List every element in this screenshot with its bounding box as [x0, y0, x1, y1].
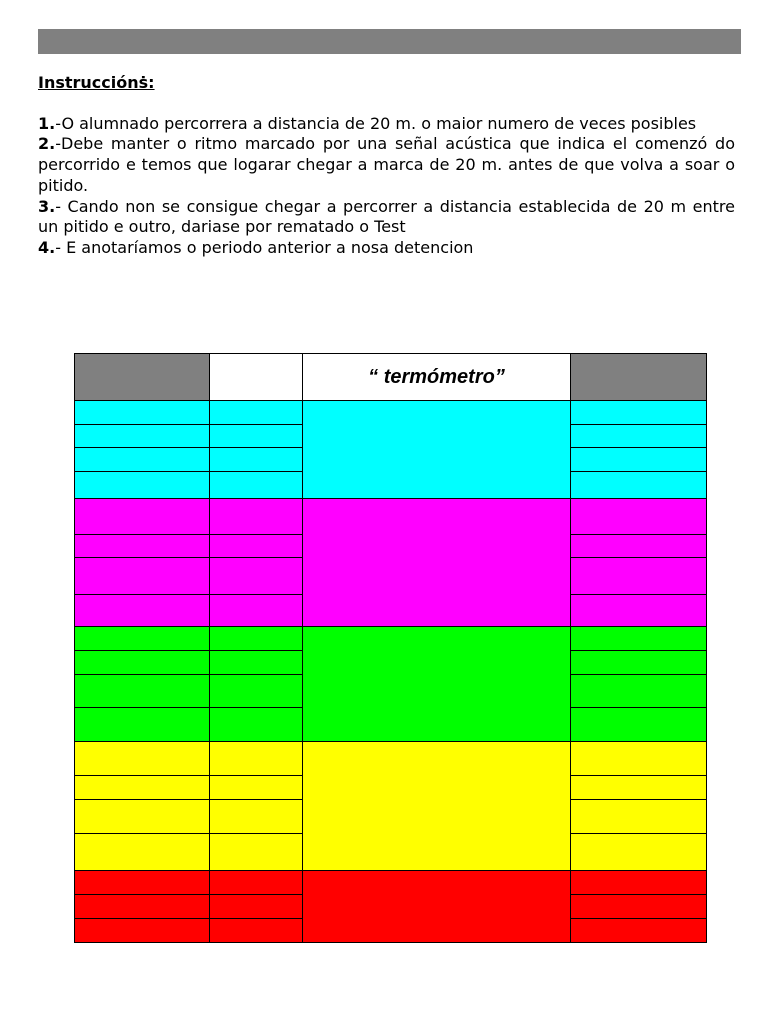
period-cell	[571, 918, 707, 942]
thermometer-row	[75, 499, 707, 535]
instruction-item-2	[38, 134, 735, 196]
level-cell	[75, 833, 210, 870]
color-band-cell	[303, 870, 571, 942]
stage-cell	[210, 775, 303, 799]
thermometer-body	[75, 354, 707, 943]
instruction-number: 3.	[38, 196, 56, 216]
stage-cell	[210, 833, 303, 870]
period-cell	[571, 499, 707, 535]
instruction-number: 2.	[38, 134, 56, 154]
level-cell	[75, 918, 210, 942]
level-cell	[75, 558, 210, 595]
instruction-item-1	[38, 114, 735, 135]
stage-cell	[210, 472, 303, 499]
level-cell	[75, 535, 210, 558]
instruction-text: - Cando non se consigue chegar a percorrer a distancia establecida de 20 m entre un pitido e outro, dariase por rematado o Test	[38, 196, 735, 237]
header-cell-left	[75, 354, 210, 401]
stage-cell	[210, 799, 303, 833]
level-cell	[75, 894, 210, 918]
level-cell	[75, 499, 210, 535]
level-cell	[75, 799, 210, 833]
level-cell	[75, 401, 210, 425]
level-cell	[75, 675, 210, 707]
level-cell	[75, 425, 210, 448]
period-cell	[571, 448, 707, 472]
stage-cell	[210, 425, 303, 448]
period-cell	[571, 870, 707, 894]
period-cell	[571, 535, 707, 558]
thermometer-row	[75, 627, 707, 651]
level-cell	[75, 627, 210, 651]
instruction-number: 4.	[38, 237, 56, 257]
header-bar	[38, 29, 741, 54]
level-cell	[75, 741, 210, 775]
stage-cell	[210, 675, 303, 707]
stage-cell	[210, 707, 303, 741]
period-cell	[571, 627, 707, 651]
instruction-number: 1.	[38, 113, 56, 133]
instruction-text: -Debe manter o ritmo marcado por una señal acústica que indica el comenzó do percorrido e temos que logarar chegar a marca de 20 m. antes de que volva a soar o pitido.	[38, 134, 735, 195]
period-cell	[571, 741, 707, 775]
period-cell	[571, 651, 707, 675]
level-cell	[75, 595, 210, 627]
period-cell	[571, 707, 707, 741]
stage-cell	[210, 401, 303, 425]
stage-cell	[210, 499, 303, 535]
color-band-cell	[303, 499, 571, 627]
instruction-text: - E anotaríamos o periodo anterior a nosa detencion	[55, 237, 474, 257]
level-cell	[75, 870, 210, 894]
instruction-text: -O alumnado percorrera a distancia de 20 m. o maior numero de veces posibles	[55, 113, 697, 133]
period-cell	[571, 401, 707, 425]
thermometer-row	[75, 870, 707, 894]
level-cell	[75, 448, 210, 472]
period-cell	[571, 894, 707, 918]
instruction-item-3	[38, 197, 735, 238]
instructions-section	[38, 73, 735, 259]
period-cell	[571, 558, 707, 595]
instruction-item-4	[38, 238, 735, 259]
stage-cell	[210, 448, 303, 472]
period-cell	[571, 833, 707, 870]
stage-cell	[210, 870, 303, 894]
level-cell	[75, 775, 210, 799]
header-cell-blank	[210, 354, 303, 401]
level-cell	[75, 651, 210, 675]
thermometer-table	[74, 353, 706, 943]
period-cell	[571, 425, 707, 448]
thermometer-title: “ termómetro”	[303, 354, 571, 401]
level-cell	[75, 707, 210, 741]
stage-cell	[210, 918, 303, 942]
stage-cell	[210, 651, 303, 675]
stage-cell	[210, 894, 303, 918]
thermometer-header-row	[75, 354, 707, 401]
stage-cell	[210, 595, 303, 627]
instructions-heading: Instrucciónṡ:	[38, 73, 155, 92]
color-band-cell	[303, 401, 571, 499]
header-cell-right	[571, 354, 707, 401]
stage-cell	[210, 627, 303, 651]
thermometer-row	[75, 741, 707, 775]
thermometer-row	[75, 401, 707, 425]
color-band-cell	[303, 741, 571, 870]
stage-cell	[210, 535, 303, 558]
period-cell	[571, 472, 707, 499]
period-cell	[571, 799, 707, 833]
stage-cell	[210, 558, 303, 595]
stage-cell	[210, 741, 303, 775]
color-band-cell	[303, 627, 571, 741]
period-cell	[571, 775, 707, 799]
period-cell	[571, 595, 707, 627]
period-cell	[571, 675, 707, 707]
level-cell	[75, 472, 210, 499]
